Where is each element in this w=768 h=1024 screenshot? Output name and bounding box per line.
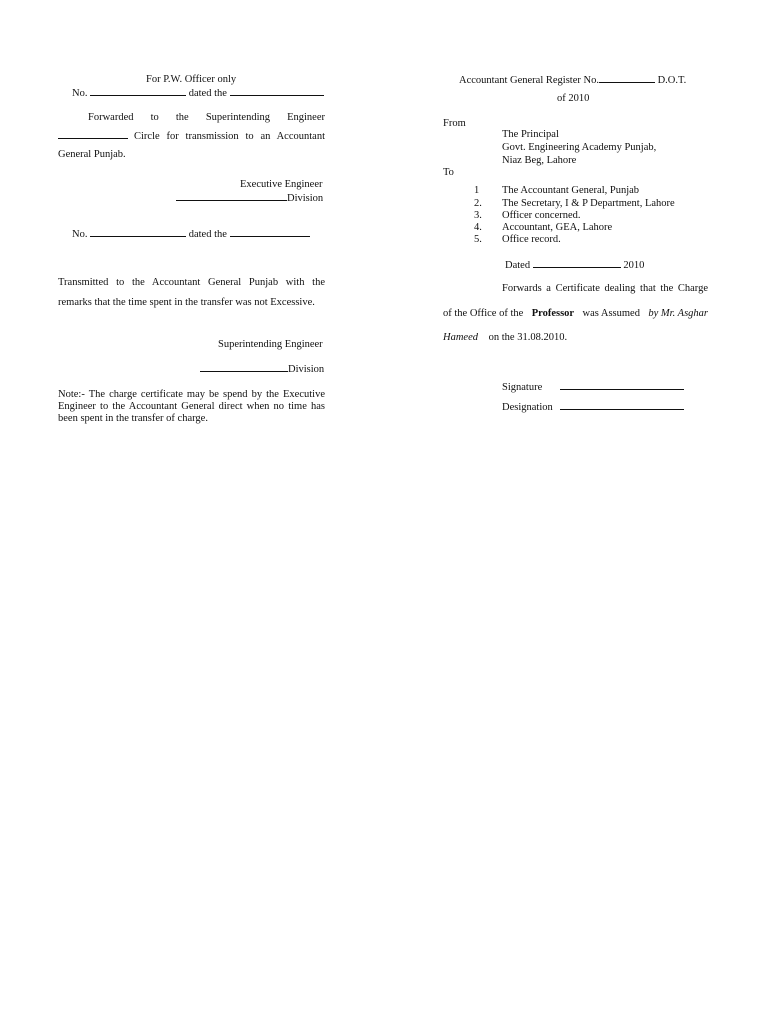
note-line-2: Engineer to the Accountant General direct when no time has [58,401,325,412]
signature-label: Signature [502,382,543,393]
note-line-1: Note:- The charge certificate may be spend by the Executive [58,389,325,400]
pw-officer-header: For P.W. Officer only [146,74,237,85]
of-2010: of 2010 [557,93,590,104]
blank-se-division [200,362,288,372]
forwards-line: Forwards a Certificate dealing that the Charge [502,283,708,294]
blank-date-2 [230,227,310,237]
to-item-num: 4. [474,222,482,233]
forwarded-line-2: Circle for transmission to an Accountant [134,131,325,142]
register-line [459,73,686,88]
to-item-num: 3. [474,210,482,221]
to-item-text: The Secretary, I & P Department, Lahore [502,198,675,209]
to-label: To [443,167,454,178]
from-line-3: Niaz Beg, Lahore [502,155,577,166]
blank-dated [533,258,621,268]
hameed-line [443,331,567,345]
division-label-1: Division [287,193,324,204]
blank-number-2 [90,227,186,237]
was-assumed-text: was Assumed [582,308,640,319]
se-division-line [200,362,324,377]
blank-date [230,86,324,96]
blank-register [599,73,655,83]
exec-division-line [176,191,323,206]
to-item-num: 2. [474,198,482,209]
dated-year: 2010 [623,260,645,271]
dated-label-right: Dated [505,260,531,271]
to-item-text: Accountant, GEA, Lahore [502,222,613,233]
no-dated-line-2 [72,227,310,242]
division-label-2: Division [288,364,325,375]
dot-label: D.O.T. [657,75,687,86]
from-line-1: The Principal [502,129,559,140]
blank-circle [58,129,128,139]
no-label-2: No. [72,229,88,240]
designation-label: Designation [502,402,553,413]
transmitted-line-1: Transmitted to the Accountant General Punjab with the [58,277,325,288]
to-item-5 [474,233,561,247]
to-item-text: Officer concerned. [502,210,581,221]
dated-line [505,258,644,273]
to-item-num: 5. [474,234,482,245]
professor-text: Professor [531,308,575,319]
from-label: From [443,118,466,129]
no-dated-line-1 [72,86,324,101]
dated-label-2: dated the [188,229,227,240]
on-date-text: on the 31.08.2010. [488,332,568,343]
no-label: No. [72,88,88,99]
signature-blank [560,380,684,390]
register-label: Accountant General Register No. [459,75,599,86]
blank-exec-division [176,191,287,201]
signature-line [502,380,684,395]
transmitted-line-2: remarks that the time spent in the transfer was not Excessive. [58,297,315,308]
forwarded-line-3: General Punjab. [58,149,126,160]
designation-line [502,400,684,415]
dated-label: dated the [188,88,227,99]
note-line-3: been spent in the transfer of charge. [58,413,208,424]
office-line [443,307,708,321]
blank-number [90,86,186,96]
executive-engineer-label: Executive Engineer [240,179,323,190]
hameed-text: Hameed [443,332,478,343]
to-item-text: The Accountant General, Punjab [502,185,640,196]
to-item-num: 1 [474,185,480,196]
designation-blank [560,400,684,410]
forwarded-line-2-wrap [58,129,325,144]
by-mr-text: by Mr. Asghar [648,308,708,319]
from-line-2: Govt. Engineering Academy Punjab, [502,142,657,153]
to-item-text: Office record. [502,234,561,245]
to-item-1 [474,184,639,198]
superintending-engineer-label: Superintending Engineer [218,339,323,350]
forwarded-line-1: Forwarded to the Superintending Engineer [88,112,325,123]
office-prefix: of the Office of the [443,308,524,319]
